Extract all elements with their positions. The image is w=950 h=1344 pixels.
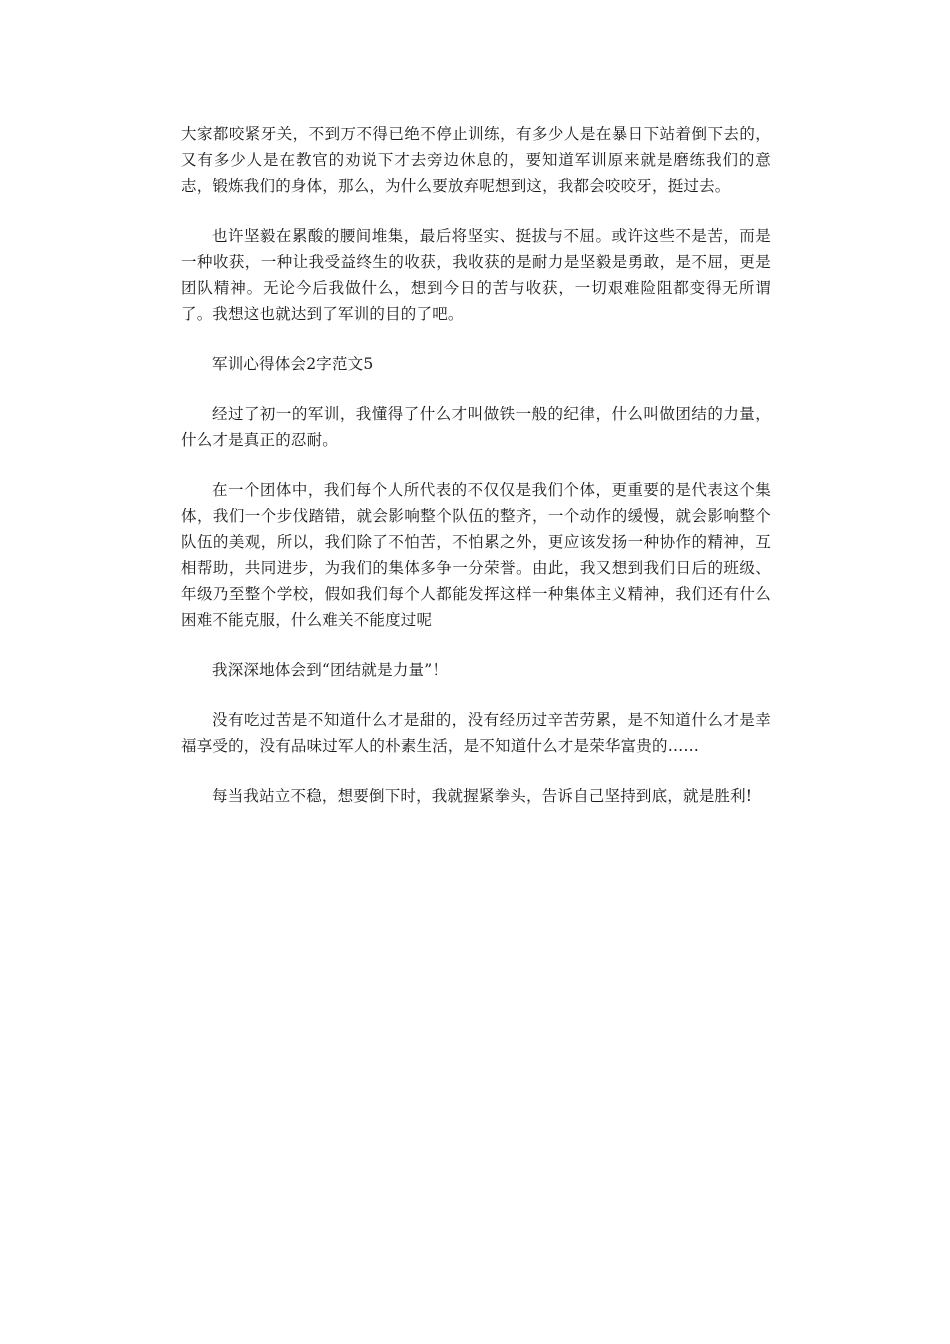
paragraph-2: 也许坚毅在累酸的腰间堆集，最后将坚实、挺拔与不屈。或许这些不是苦，而是一种收获，一种让我受益终生的收获，我收获的是耐力是坚毅是勇敢，是不屈，更是团队精神。无论今后我做什么，想到今日的苦与收获，一切艰难险阻都变得无所谓了。我想这也就达到了军训的目的了吧。 [181, 227, 771, 323]
paragraph-5: 我深深地体会到“团结就是力量”！ [212, 661, 449, 679]
paragraph-1: 大家都咬紧牙关，不到万不得已绝不停止训练，有多少人是在暴日下站着倒下去的，又有多少人是在教官的劝说下才去旁边休息的，要知道军训原来就是磨练我们的意志，锻炼我们的身体，那么，为什么要放弃呢想到这，我都会咬咬牙，挺过去。 [181, 125, 771, 195]
section-heading: 军训心得体会2字范文5 [212, 355, 374, 373]
paragraph-7: 每当我站立不稳，想要倒下时，我就握紧拳头，告诉自己坚持到底，就是胜利! [212, 787, 753, 805]
paragraph-6: 没有吃过苦是不知道什么才是甜的，没有经历过辛苦劳累，是不知道什么才是幸福享受的，没有品味过军人的朴素生活，是不知道什么才是荣华富贵的…… [181, 711, 771, 755]
paragraph-4: 在一个团体中，我们每个人所代表的不仅仅是我们个体，更重要的是代表这个集体，我们一个步伐踏错，就会影响整个队伍的整齐，一个动作的缓慢，就会影响整个队伍的美观，所以，我们除了不怕苦，不怕累之外，更应该发扬一种协作的精神，互相帮助，共同进步，为我们的集体多争一分荣誉。由此，我又想到我们日后的班级、年级乃至整个学校，假如我们每个人都能发挥这样一种集体主义精神，我们还有什么困难不能克服，什么难关不能度过呢 [181, 481, 771, 629]
paragraph-3: 经过了初一的军训，我懂得了什么才叫做铁一般的纪律，什么叫做团结的力量，什么才是真正的忍耐。 [181, 405, 771, 449]
document-body [181, 121, 771, 833]
